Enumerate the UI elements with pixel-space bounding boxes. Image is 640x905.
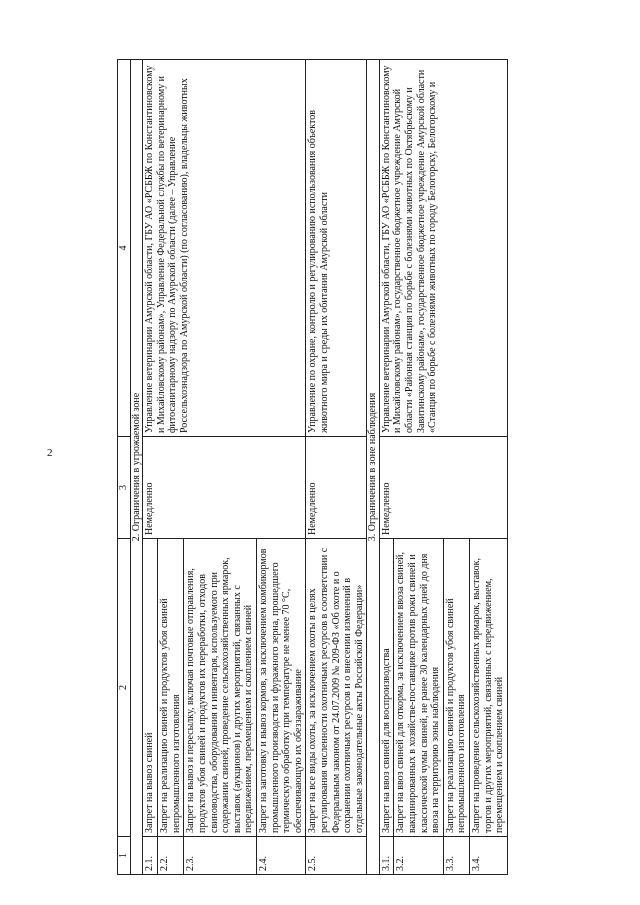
row-number: 2.3. <box>184 837 257 875</box>
measure-text: Запрет на заготовку и вывоз кормов, за исключением комбикормов промышленного производства и фуражного зерна, прошедшего термическую обработку при температуре не менее 70 °С, обеспечивающую их обеззараживание <box>256 539 305 837</box>
column-header-row <box>118 60 131 875</box>
row-number: 2.4. <box>256 837 305 875</box>
row-number: 2.1. <box>143 837 158 875</box>
term-cell: Немедленно <box>379 437 507 539</box>
measure-text: Запрет на реализацию свиней и продуктов убоя свиней непромышленного изготовления <box>158 539 184 837</box>
measure-text: Запрет на все виды охоты, за исключением охоты в целях регулирования численности охотничьих ресурсов в соответствии с Федеральным законом от 24.07.2009 № 209-ФЗ «Об охоте и о сохранении охотничьих ресурсов и о внесении изменений в отдельные законодательные акты Российской Федерации» <box>306 539 367 837</box>
section-header-threat-zone <box>130 60 143 875</box>
column-header-2: 2 <box>118 539 131 837</box>
column-header-1: 1 <box>118 837 131 875</box>
row-number: 3.2. <box>394 837 443 875</box>
responsible-cell: Управление по охране, контролю и регулированию использования объектов животного мира и среды их обитания Амурской области <box>306 60 367 437</box>
responsible-cell: Управление ветеринарии Амурской области, ГБУ АО «РСББЖ по Константиновскому и Михайловскому районам», государственное бюджетное учреждение Амурской области «Районная станция по борьбе с болезнями животных по Октябрьскому и Завитинскому районам», государственное бюджетное учреждение Амурской области «Станция по борьбе с болезнями животных по городу Белогорску, Белогорскому и <box>379 60 507 437</box>
measure-text: Запрет на ввоз свиней для воспроизводства <box>379 539 394 837</box>
row-number: 3.3. <box>443 837 469 875</box>
row-number: 2.5. <box>306 837 367 875</box>
table-row <box>306 60 367 875</box>
section-title: 2. Ограничения в угрожаемой зоне <box>130 60 143 875</box>
table-row <box>379 60 394 875</box>
section-header-observation-zone <box>367 60 380 875</box>
column-header-4: 4 <box>118 60 131 437</box>
measure-text: Запрет на вывоз свиней <box>143 539 158 837</box>
measure-text: Запрет на ввоз свиней для откорма, за исключением ввоза свиней, вакцинированных в хозяйстве-поставщике против рожи свиней и классической чумы свиней, не ранее 30 календарных дней до дня ввоза на территорию зоны наблюдения <box>394 539 443 837</box>
row-number: 2.2. <box>158 837 184 875</box>
row-number: 3.4. <box>470 837 508 875</box>
section-title: 3. Ограничения в зоне наблюдения <box>367 60 380 875</box>
column-header-3: 3 <box>118 437 131 539</box>
measure-text: Запрет на вывоз и пересылку, включая почтовые отправления, продуктов убоя свиней и продуктов их переработки, отходов свиноводства, оборудования и инвентаря, используемого при содержании свиней, проведение сельскохозяйственных ярмарок, выставок (аукционов) и других мероприятий, связанных с передвижением, перемещением и скоплением свиней <box>184 539 257 837</box>
table-row <box>143 60 158 875</box>
term-cell: Немедленно <box>143 437 306 539</box>
measure-text: Запрет на проведение сельскохозяйственных ярмарок, выставок, торгов и других мероприятий, связанных с передвижением, перемещением и скоплением свиней <box>470 539 508 837</box>
page-number: 2 <box>47 447 53 459</box>
restrictions-table <box>117 59 508 875</box>
responsible-cell: Управление ветеринарии Амурской области, ГБУ АО «РСББЖ по Константиновскому и Михайловскому районам», Управление Федеральной службы по ветеринарному и фитосанитарному надзору по Амурской области (далее – Управление Россельхознадзора по Амурской области) (по согласованию), владельцы животных <box>143 60 306 437</box>
measure-text: Запрет на реализацию свиней и продуктов убоя свиней непромышленного изготовления <box>443 539 469 837</box>
row-number: 3.1. <box>379 837 394 875</box>
term-cell: Немедленно <box>306 437 367 539</box>
